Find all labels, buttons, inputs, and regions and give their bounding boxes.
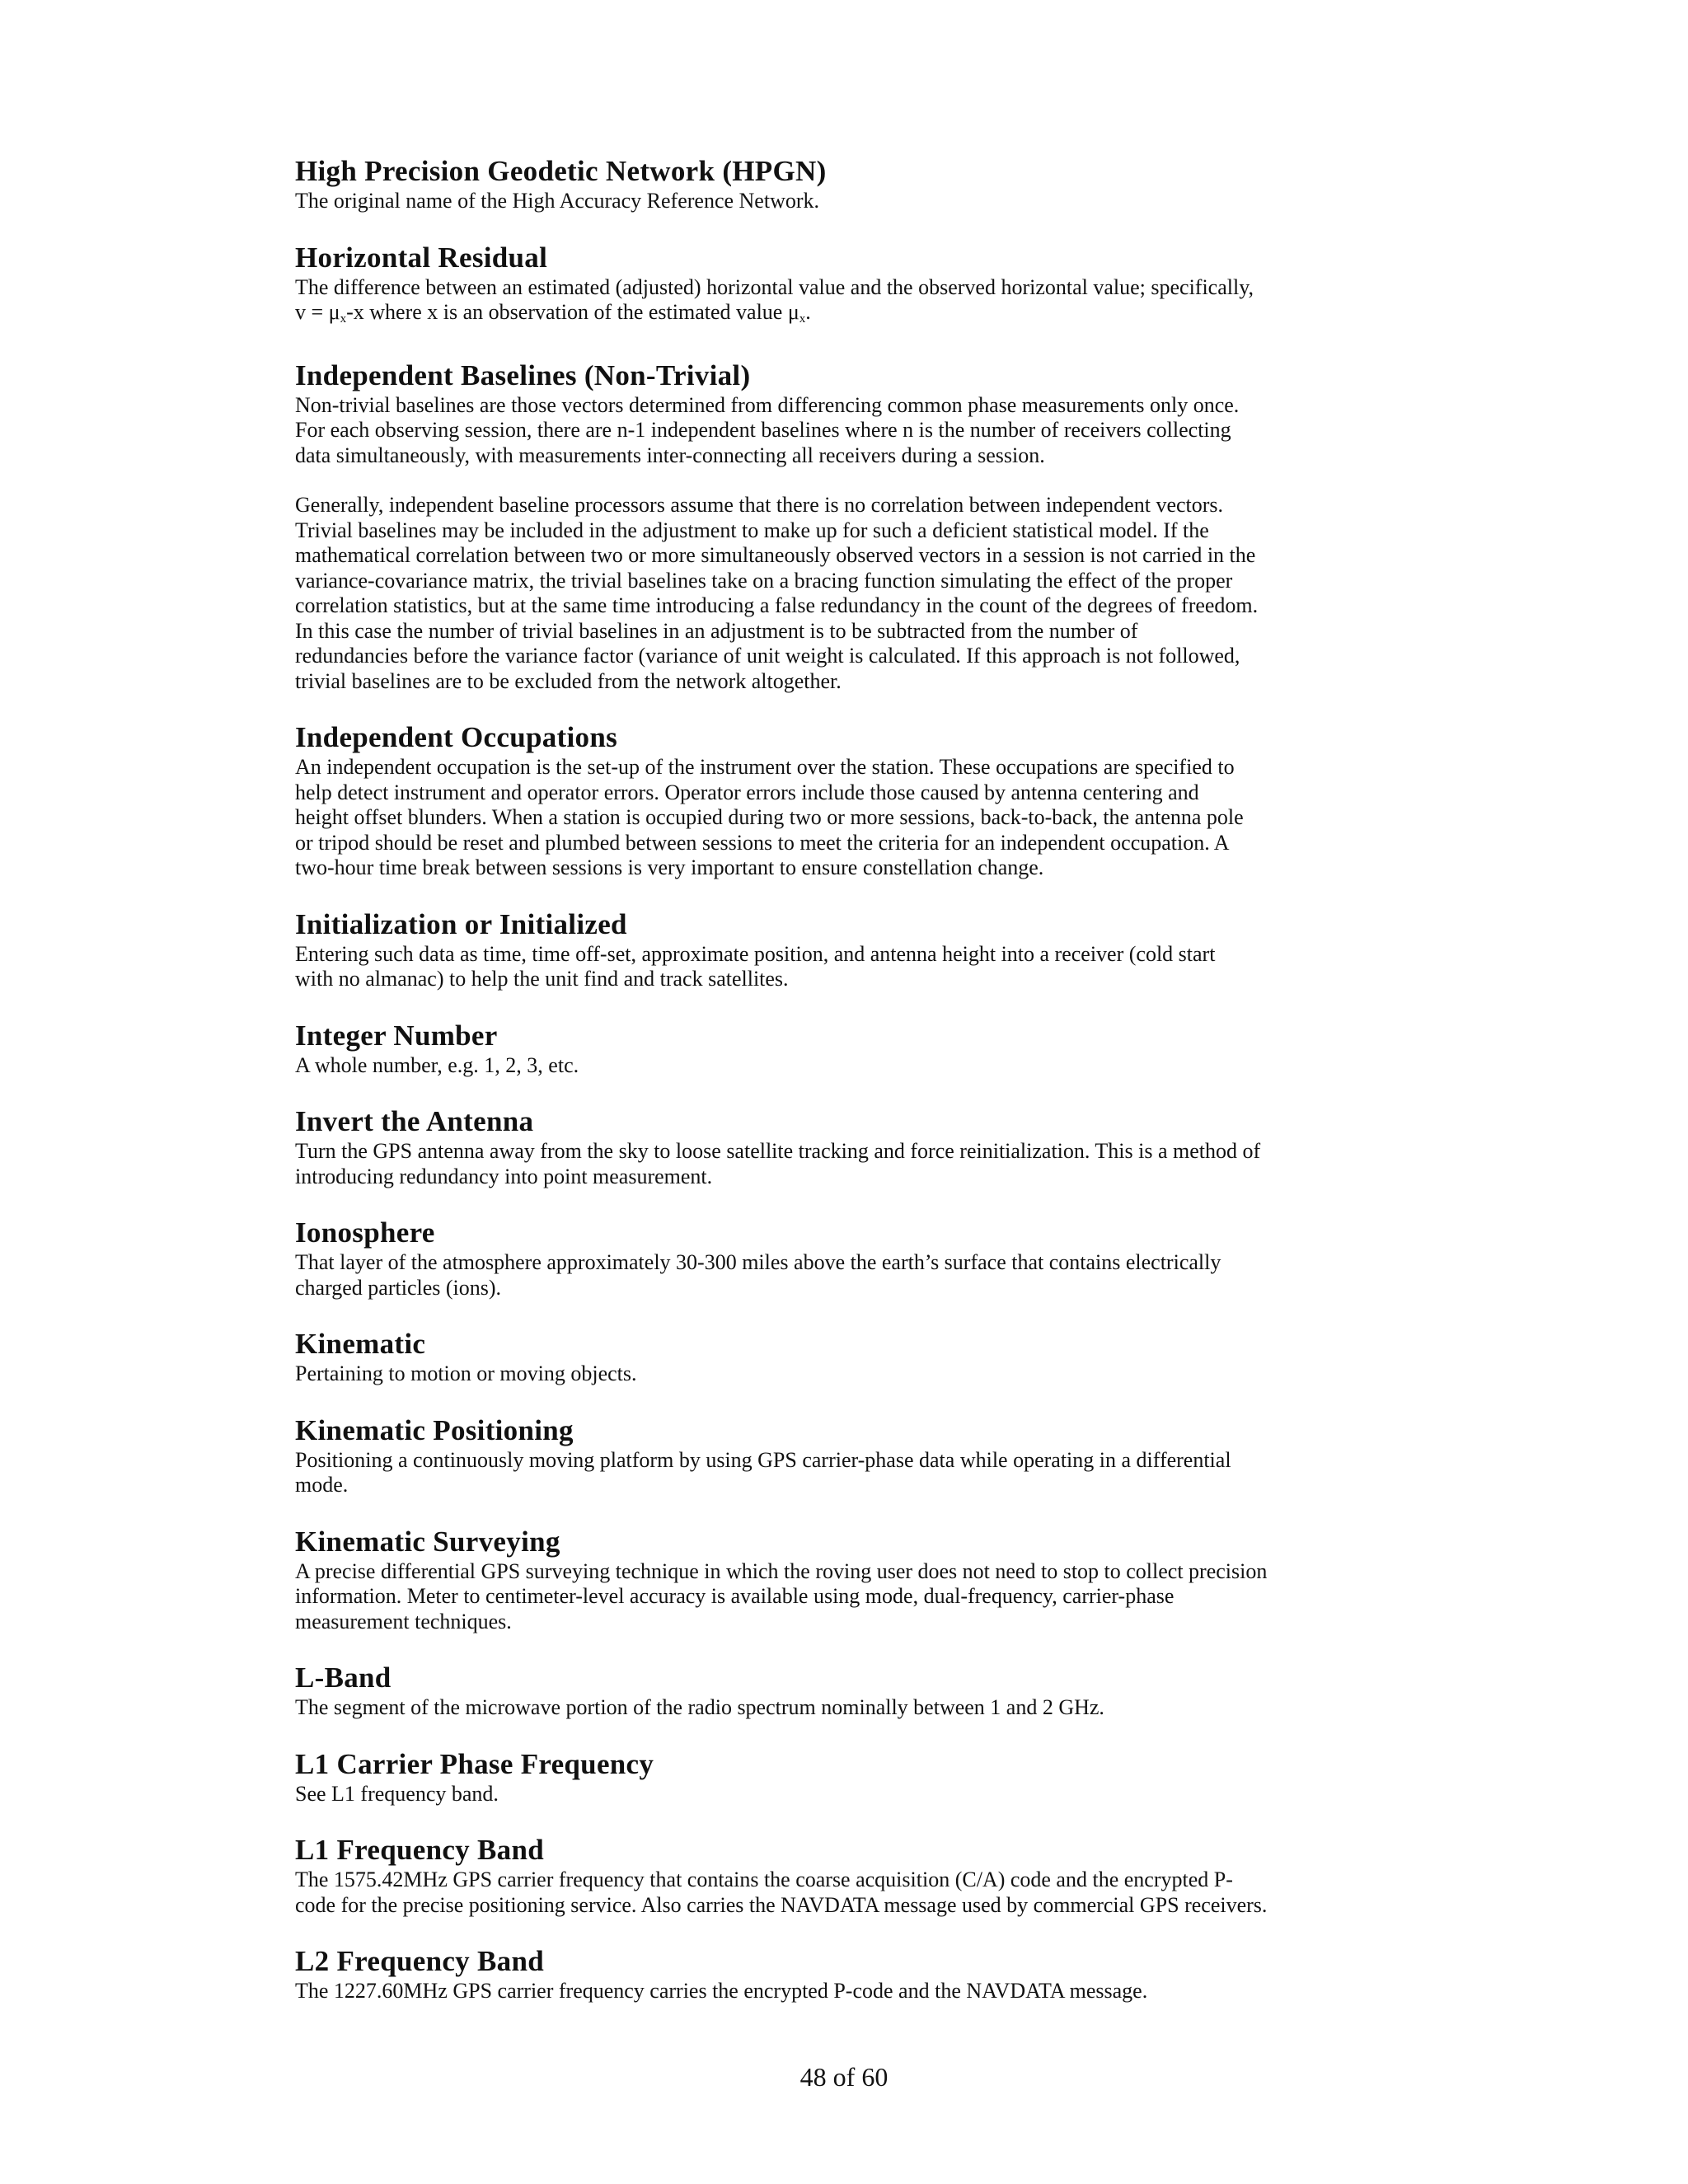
entry-definition: The segment of the microwave portion of the radio spectrum nominally between 1 and 2 GHz. [295,1695,1104,1719]
entry-definition: A whole number, e.g. 1, 2, 3, etc. [295,1052,579,1077]
entry-definition: Entering such data as time, time off-set, approximate position, and antenna height into a receiver (cold start with no almanac) to help the unit find and track satellites. [295,941,1216,991]
page-number-separator: of [832,2062,856,2092]
glossary-entry-ionosphere [295,1216,1391,1301]
entry-term: Kinematic Positioning [295,1413,574,1446]
glossary-entry-invert-antenna [295,1105,1391,1189]
entry-definition: Non-trivial baselines are those vectors determined from differencing common phase measurements only once. For each observing session, there are n-1 independent baselines where n is the number of receivers collecting data simultaneously, with measurements inter-connecting all receivers during a session. [295,392,1240,467]
entry-term: L1 Carrier Phase Frequency [295,1747,654,1780]
entry-definition: Pertaining to motion or moving objects. [295,1361,637,1385]
page-number-total: 60 [861,2062,889,2092]
glossary-entry-hpgn [295,155,1391,214]
entry-term: Integer Number [295,1019,498,1052]
glossary-page [295,155,1391,2032]
entry-term: Horizontal Residual [295,241,548,274]
glossary-entry-l1-frequency-band [295,1834,1391,1918]
entry-term: Kinematic [295,1328,426,1360]
entry-definition: Positioning a continuously moving platform by using GPS carrier-phase data while operating in a differential mode. [295,1447,1231,1497]
entry-term: Kinematic Surveying [295,1525,560,1558]
glossary-entry-l1-carrier-phase [295,1748,1391,1807]
entry-term: Independent Baselines (Non-Trivial) [295,359,751,391]
entry-term: L1 Frequency Band [295,1834,545,1866]
entry-term: High Precision Geodetic Network (HPGN) [295,155,827,187]
entry-definition: Turn the GPS antenna away from the sky to loose satellite tracking and force reinitialization. This is a method of introducing redundancy into point measurement. [295,1139,1261,1188]
entry-definition: The 1227.60MHz GPS carrier frequency carries the encrypted P-code and the NAVDATA message. [295,1979,1148,2003]
glossary-entry-kinematic [295,1328,1391,1387]
glossary-entry-independent-occupations [295,721,1391,881]
entry-term: Independent Occupations [295,721,618,753]
formula-text: . [805,300,811,324]
glossary-entry-initialization [295,908,1391,992]
formula-text: -x where x is an observation of the estimated value μ [346,300,799,324]
glossary-entry-kinematic-positioning [295,1414,1391,1498]
entry-term: L2 Frequency Band [295,1945,545,1977]
entry-term: Ionosphere [295,1216,435,1249]
entry-definition: The 1575.42MHz GPS carrier frequency that contains the coarse acquisition (C/A) code and the encrypted P- code for the precise positioning service. Also carries the NAVDATA message used by commercial GPS receivers. [295,1868,1268,1917]
page-number-current: 48 [799,2062,827,2092]
formula-text: v = μ [295,300,340,324]
entry-definition: The original name of the High Accuracy Reference Network. [295,189,820,213]
entry-definition: See L1 frequency band. [295,1781,499,1806]
entry-term: Initialization or Initialized [295,907,627,940]
entry-term: Invert the Antenna [295,1105,534,1137]
glossary-entry-independent-baselines [295,359,1391,695]
page-footer [0,2060,1688,2093]
formula-subscript: x [340,312,347,326]
glossary-entry-horizontal-residual [295,241,1391,332]
entry-definition [295,275,1391,332]
entry-definition: Generally, independent baseline processors assume that there is no correlation between independent vectors. Trivial baselines may be included in the adjustment to make up for such a deficient statistical model. If the mathematical correlation between two or more simultaneously observed vectors in a session is not carried in the variance-covariance matrix, the trivial baselines take on a bracing function simulating the effect of the proper correlation statistics, but at the same time introducing a false redundancy in the count of the degrees of freedom. In this case the number of trivial baselines in an adjustment is to be subtracted from the number of redundancies before the variance factor (variance of unit weight is calculated. If this approach is not followed, trivial baselines are to be excluded from the network altogether. [295,493,1259,693]
entry-definition: A precise differential GPS surveying technique in which the roving user does not need to stop to collect precision information. Meter to centimeter-level accuracy is available using mode, dual-frequency, carrier-phase measurement techniques. [295,1558,1268,1633]
formula-subscript: x [799,312,806,326]
glossary-entry-integer-number [295,1019,1391,1079]
entry-term: L-Band [295,1661,392,1694]
entry-definition: That layer of the atmosphere approximately 30-300 miles above the earth’s surface that contains electrically charged particles (ions). [295,1250,1221,1300]
glossary-entry-l2-frequency-band [295,1945,1391,2004]
definition-text: The difference between an estimated (adjusted) horizontal value and the observed horizontal value; specifically, [295,274,1254,299]
glossary-entry-kinematic-surveying [295,1526,1391,1635]
entry-definition: An independent occupation is the set-up of the instrument over the station. These occupations are specified to help detect instrument and operator errors. Operator errors include those caused by antenna centering and height offset blunders. When a station is occupied during two or more sessions, back-to-back, the antenna pole or tripod should be reset and plumbed between sessions to meet the criteria for an independent occupation. A two-hour time break between sessions is very important to ensure constellation change. [295,755,1244,879]
glossary-entry-l-band [295,1661,1391,1721]
